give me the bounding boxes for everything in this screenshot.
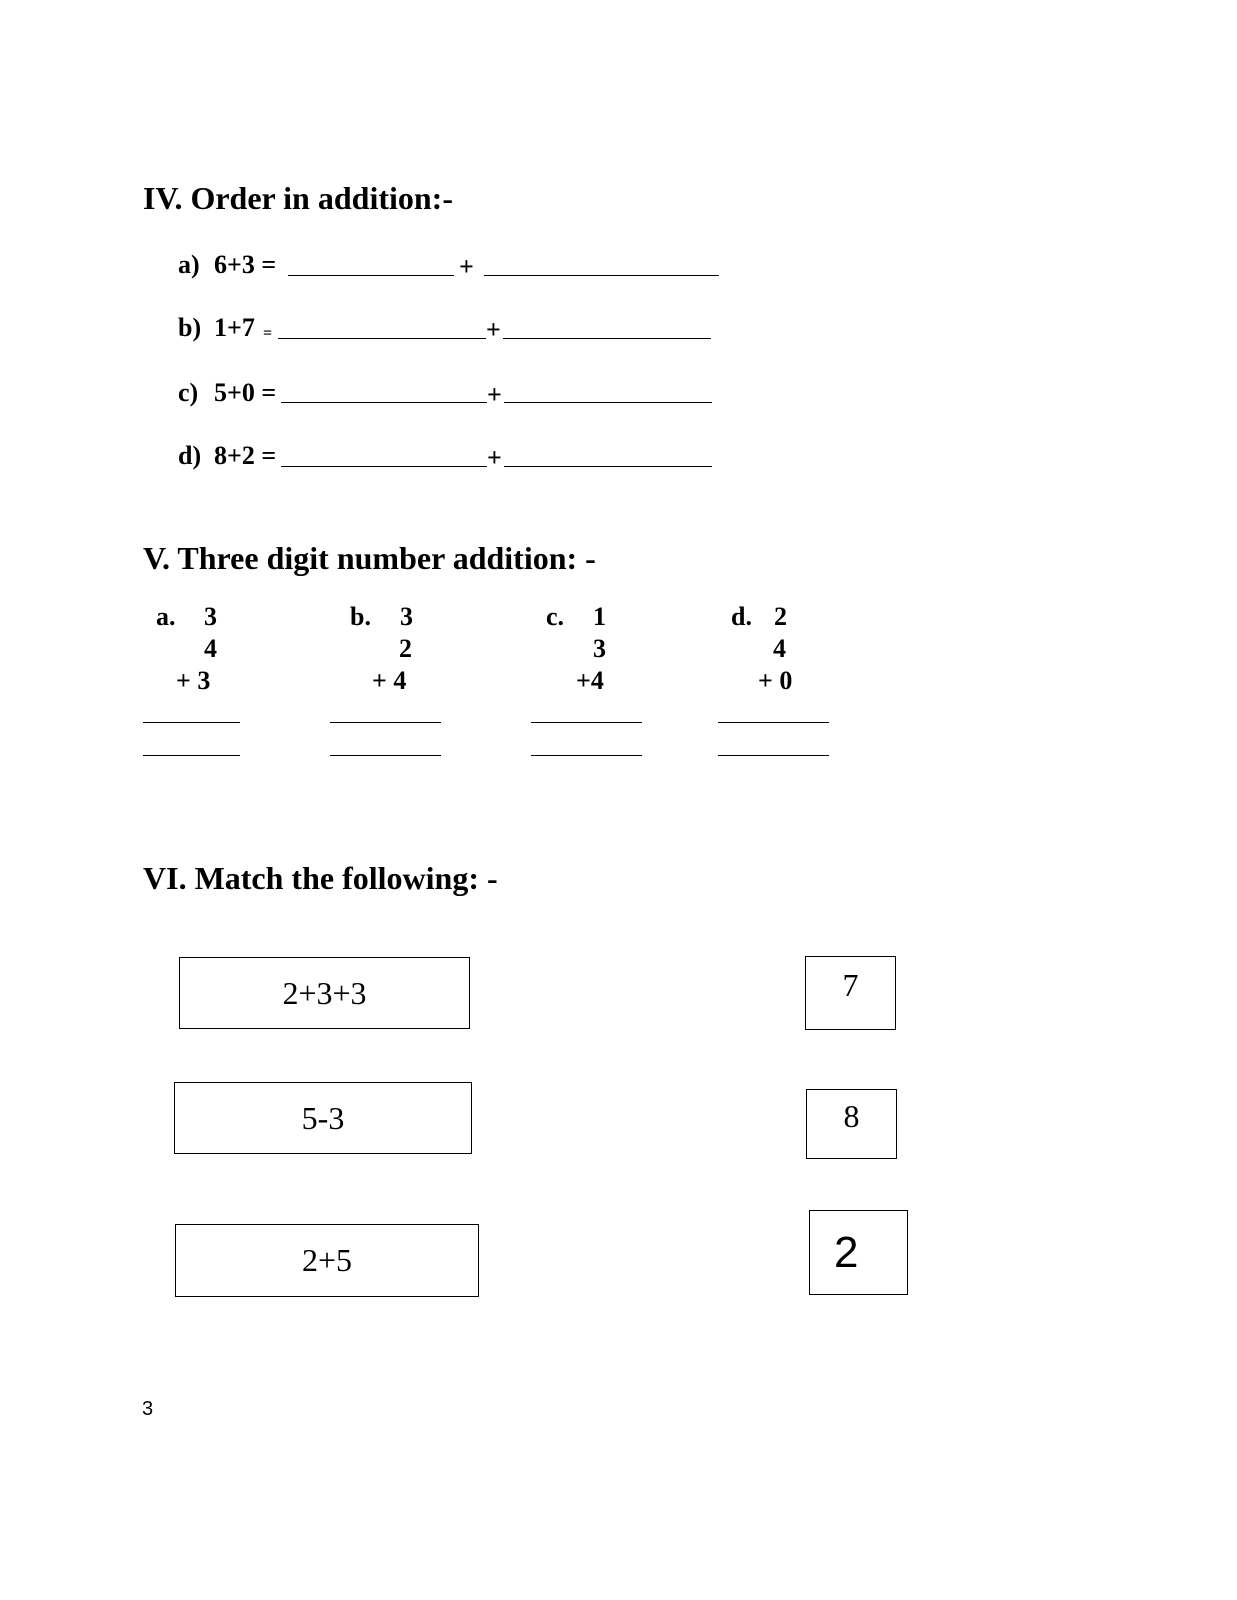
problem-b-row-2: 2 bbox=[399, 634, 412, 663]
problem-d-row-3: + 0 bbox=[758, 666, 793, 695]
problem-c-row-2: 3 bbox=[593, 634, 606, 663]
item-c-blank-1[interactable] bbox=[281, 402, 487, 403]
problem-d-label: d. bbox=[731, 602, 752, 631]
item-b-equals: = bbox=[263, 325, 273, 342]
item-d-blank-1[interactable] bbox=[281, 466, 487, 467]
item-a-blank-1[interactable] bbox=[288, 275, 454, 276]
section-5-heading: V. Three digit number addition: - bbox=[143, 540, 596, 576]
item-a-blank-2[interactable] bbox=[484, 275, 719, 276]
problem-c-answer-line-2[interactable] bbox=[531, 755, 642, 756]
problem-b-row-3: + 4 bbox=[372, 666, 407, 695]
problem-d-answer-line-1[interactable] bbox=[718, 722, 829, 723]
item-b-expression: 1+7 bbox=[214, 313, 255, 342]
page-number: 3 bbox=[142, 1398, 154, 1420]
match-left-1[interactable] bbox=[179, 957, 470, 1029]
match-left-2[interactable] bbox=[174, 1082, 472, 1154]
item-a-label: a) bbox=[178, 250, 200, 279]
section-6-heading: VI. Match the following: - bbox=[143, 860, 498, 896]
item-a-expression: 6+3 = bbox=[214, 250, 277, 279]
item-c-plus: + bbox=[487, 380, 502, 409]
match-left-2-text: 5-3 bbox=[301, 1099, 345, 1136]
item-d-expression: 8+2 = bbox=[214, 441, 277, 470]
match-right-1-text: 7 bbox=[842, 967, 859, 1003]
item-a-plus: + bbox=[459, 252, 474, 281]
problem-a-answer-line-2[interactable] bbox=[143, 755, 240, 756]
problem-c-row-3: +4 bbox=[576, 666, 604, 695]
problem-b-label: b. bbox=[350, 602, 371, 631]
match-left-3[interactable] bbox=[175, 1224, 479, 1297]
match-left-3-text: 2+5 bbox=[301, 1242, 353, 1278]
problem-a-row-2: 4 bbox=[204, 634, 217, 663]
problem-b-answer-line-2[interactable] bbox=[330, 755, 441, 756]
section-4-heading: IV. Order in addition:- bbox=[143, 180, 453, 216]
item-d-blank-2[interactable] bbox=[504, 466, 712, 467]
problem-a-label: a. bbox=[156, 602, 176, 631]
item-d-label: d) bbox=[178, 441, 202, 470]
item-c-expression: 5+0 = bbox=[214, 378, 277, 407]
problem-d-row-2: 4 bbox=[773, 634, 786, 663]
item-c-blank-2[interactable] bbox=[504, 402, 712, 403]
problem-d-answer-line-2[interactable] bbox=[718, 755, 829, 756]
problem-b-answer-line-1[interactable] bbox=[330, 722, 441, 723]
problem-c-row-1: 1 bbox=[593, 602, 606, 631]
item-b-blank-1[interactable] bbox=[278, 338, 486, 339]
problem-a-row-1: 3 bbox=[204, 602, 217, 631]
item-b-blank-2[interactable] bbox=[503, 338, 711, 339]
problem-c-answer-line-1[interactable] bbox=[531, 722, 642, 723]
match-right-3-text: 2 bbox=[834, 1227, 859, 1277]
item-d-plus: + bbox=[487, 443, 502, 472]
item-b-plus: + bbox=[486, 315, 501, 344]
item-c-label: c) bbox=[178, 378, 199, 407]
problem-a-row-3: + 3 bbox=[176, 666, 211, 695]
problem-a-answer-line-1[interactable] bbox=[143, 722, 240, 723]
match-left-1-text: 2+3+3 bbox=[282, 974, 367, 1011]
problem-d-row-1: 2 bbox=[774, 602, 787, 631]
match-right-3[interactable] bbox=[809, 1210, 908, 1295]
match-right-2-text: 8 bbox=[843, 1098, 860, 1134]
item-b-label: b) bbox=[178, 313, 202, 342]
problem-b-row-1: 3 bbox=[400, 602, 413, 631]
match-right-1[interactable] bbox=[805, 956, 896, 1030]
problem-c-label: c. bbox=[546, 602, 565, 631]
match-right-2[interactable] bbox=[806, 1089, 897, 1159]
